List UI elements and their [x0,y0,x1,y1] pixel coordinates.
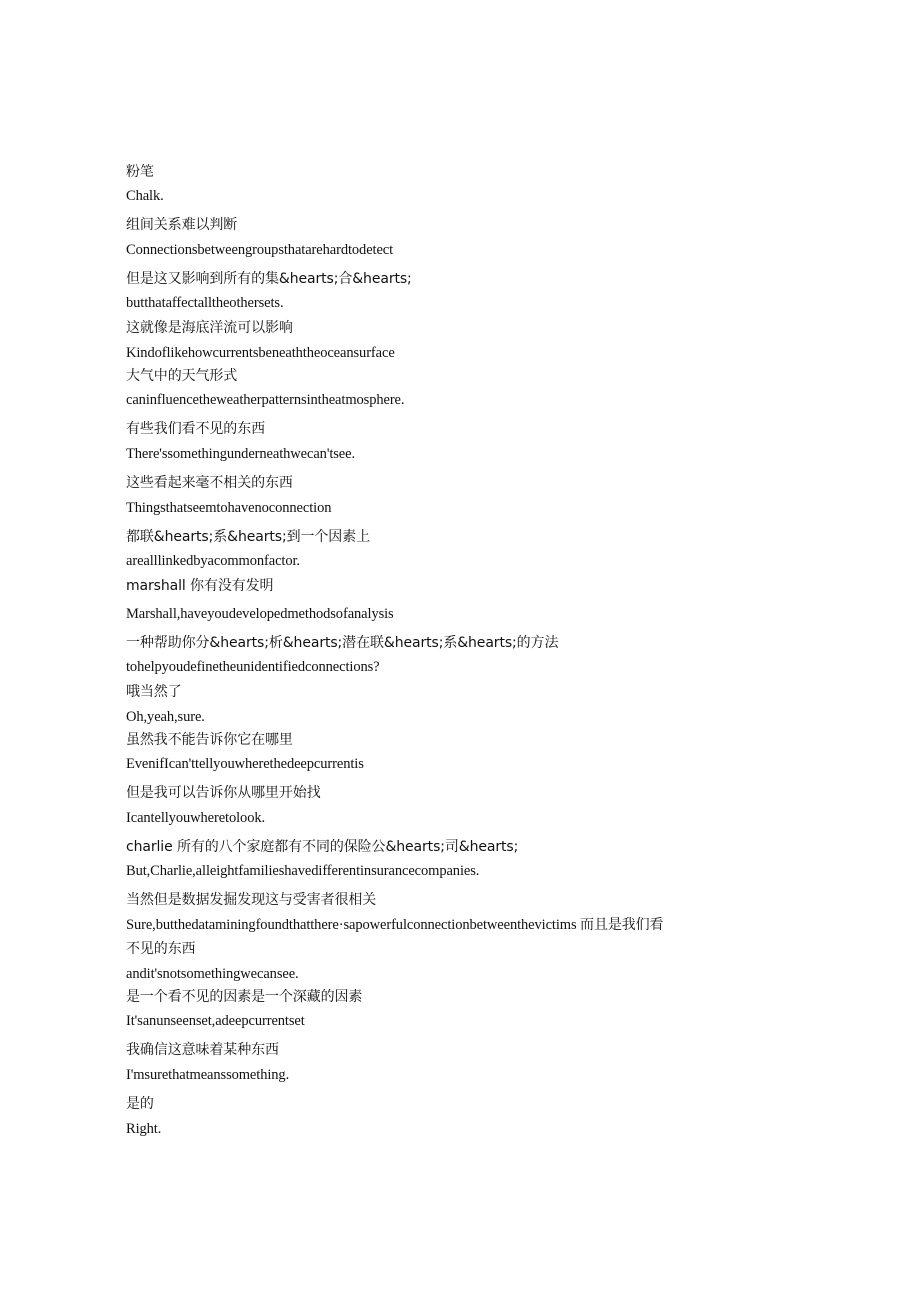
subtitle-zh-3: 但是这又影响到所有的集&hearts;合&hearts; [126,271,412,287]
subtitle-en-19: Right. [126,1121,162,1137]
subtitle-zh-1: 粉笔 [126,164,154,180]
subtitle-en-6: There'ssomethingunderneathwecan'tsee. [126,446,356,462]
subtitle-zh-12: 虽然我不能告诉你它在哪里 [126,732,293,748]
subtitle-en-12: EvenifIcan'ttellyouwherethedeepcurrentis [126,756,364,772]
subtitle-zh-14: charlie 所有的八个家庭都有不同的保险公&hearts;司&hearts; [126,839,519,855]
subtitle-en-15-text: Sure,butthedataminingfoundthatthere·sapowerfulconnectionbetweenthevictims [126,917,577,933]
subtitle-en-5: caninfluencetheweatherpatternsintheatmosphere. [126,392,405,408]
subtitle-en-13: Icantellyouwheretolook. [126,810,266,826]
subtitle-en-14: But,Charlie,alleightfamilieshavedifferentinsurancecompanies. [126,863,480,879]
subtitle-zh-15: 当然但是数据发掘发现这与受害者很相关 [126,892,377,908]
subtitle-zh-7: 这些看起来毫不相关的东西 [126,475,293,491]
subtitle-en-15 [126,916,663,934]
subtitle-zh-18: 我确信这意味着某种东西 [126,1042,279,1058]
subtitle-zh-6: 有些我们看不见的东西 [126,421,265,437]
subtitle-en-1: Chalk. [126,188,164,204]
subtitle-en-18: I'msurethatmeanssomething. [126,1067,290,1083]
subtitle-en-3: butthataffectalltheothersets. [126,295,284,311]
subtitle-zh-9: marshall 你有没有发明 [126,578,274,594]
subtitle-zh-10: 一种帮助你分&hearts;析&hearts;潜在联&hearts;系&hearts;的方法 [126,635,559,651]
subtitle-en-10: tohelpyoudefinetheunidentifiedconnections? [126,659,380,675]
subtitle-zh-2: 组间关系难以判断 [126,217,238,233]
subtitle-zh-15-wrap: 不见的东西 [126,941,196,957]
subtitle-zh-8: 都联&hearts;系&hearts;到一个因素上 [126,529,370,545]
subtitle-en-9: Marshall,haveyoudevelopedmethodsofanalysis [126,606,394,622]
subtitle-en-17: It'sanunseenset,adeepcurrentset [126,1013,305,1029]
subtitle-zh-15-continued: 而且是我们看 [580,917,664,933]
subtitle-en-16: andit'snotsomethingwecansee. [126,966,299,982]
subtitle-en-4: Kindoflikehowcurrentsbeneaththeoceansurface [126,345,395,361]
subtitle-zh-5: 大气中的天气形式 [126,368,238,384]
subtitle-zh-11: 哦当然了 [126,684,182,700]
subtitle-zh-13: 但是我可以告诉你从哪里开始找 [126,785,321,801]
subtitle-en-8: arealllinkedbyacommonfactor. [126,553,300,569]
subtitle-en-11: Oh,yeah,sure. [126,709,205,725]
subtitle-zh-4: 这就像是海底洋流可以影响 [126,320,293,336]
subtitle-en-2: Connectionsbetweengroupsthatarehardtodetect [126,242,394,258]
subtitle-en-7: Thingsthatseemtohavenoconnection [126,500,332,516]
subtitle-zh-17: 是一个看不见的因素是一个深藏的因素 [126,989,363,1005]
subtitle-zh-19: 是的 [126,1096,154,1112]
